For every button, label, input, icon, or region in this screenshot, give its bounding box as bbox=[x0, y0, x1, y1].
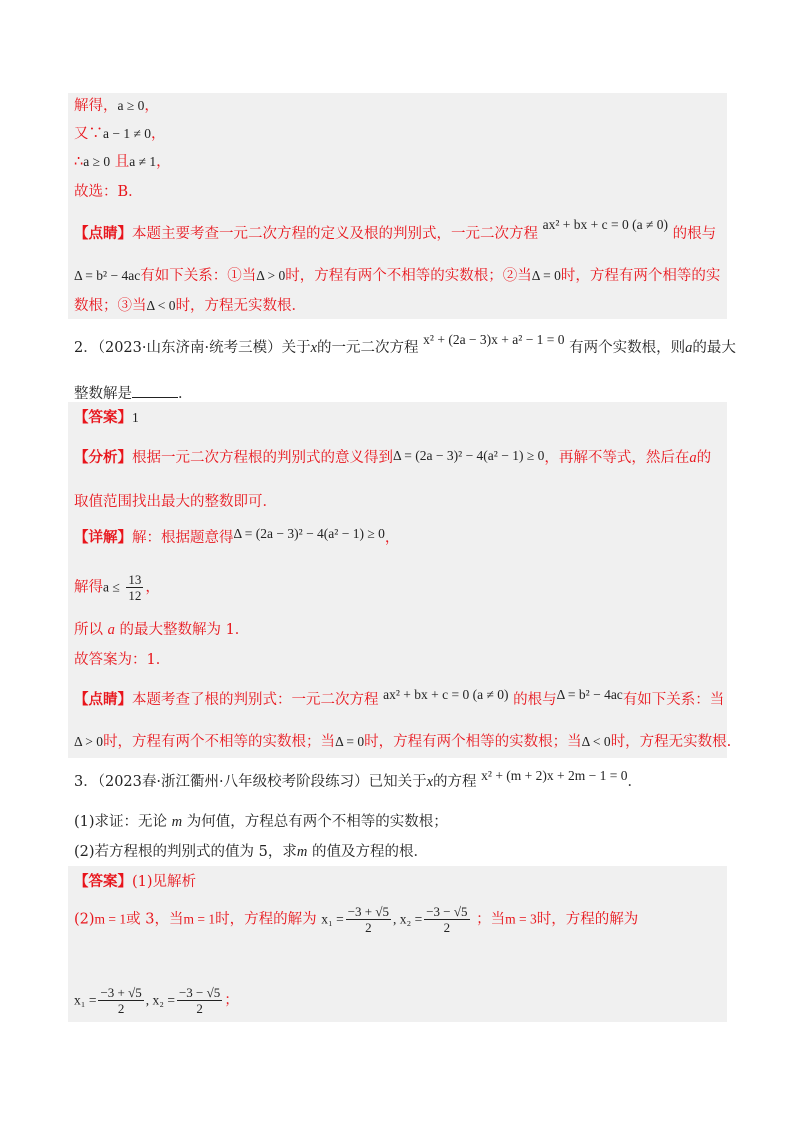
inequality: a − 1 ≠ 0 bbox=[103, 126, 152, 141]
text: (1)见解析 bbox=[132, 874, 197, 890]
text: ， bbox=[144, 98, 159, 114]
tag-label: 【答案】 bbox=[74, 409, 132, 426]
equation: m = 3 bbox=[505, 911, 537, 927]
denominator: 2 bbox=[117, 1001, 125, 1016]
equation: x² + (m + 2)x + 2m − 1 = 0 bbox=[481, 768, 628, 783]
text: ． bbox=[627, 774, 642, 790]
answer-3-line-1 bbox=[74, 872, 196, 892]
dianjing-2-line-2 bbox=[74, 732, 731, 752]
text: (1)求证：无论 bbox=[74, 814, 168, 830]
inequality: Δ > 0 bbox=[256, 268, 286, 283]
equation: ax² + bx + c = 0 (a ≠ 0) bbox=[383, 687, 509, 702]
numerator: −3 + √5 bbox=[100, 985, 142, 1000]
text: ，再解不等式，然后在 bbox=[544, 450, 690, 466]
root-x1-label: x₁ = bbox=[321, 911, 344, 927]
text: ， bbox=[156, 154, 171, 170]
text: 根据一元二次方程根的判别式的意义得到 bbox=[132, 450, 393, 466]
dianjing-2-line-1 bbox=[74, 687, 725, 710]
inequality: Δ < 0 bbox=[146, 298, 176, 313]
equation: Δ = b² − 4ac bbox=[74, 268, 141, 283]
text: 有如下关系：当 bbox=[622, 692, 725, 708]
final-answer-line bbox=[74, 650, 170, 670]
text: 时，方程有两个相等的实数根；当 bbox=[364, 734, 582, 750]
inequality: a ≥ 0 bbox=[117, 98, 145, 113]
equation: Δ = 0 bbox=[335, 734, 365, 749]
question-3-part-1 bbox=[74, 812, 448, 832]
answer-3-line-3 bbox=[74, 985, 239, 1016]
text: 又∵ bbox=[74, 126, 103, 142]
variable: m bbox=[296, 844, 308, 860]
tag-label: 【详解】 bbox=[74, 529, 132, 546]
tag-label: 【点睛】 bbox=[74, 225, 132, 242]
line-guxuan bbox=[74, 182, 143, 202]
numerator: 13 bbox=[128, 572, 142, 587]
text: ， bbox=[384, 530, 400, 546]
text: 时，方程的解为 bbox=[536, 911, 639, 928]
text: 时，方程有两个不相等的实数根；当 bbox=[103, 734, 336, 750]
inequality: a ≥ 0 bbox=[83, 154, 111, 169]
question-2-line-2 bbox=[74, 383, 193, 404]
root-x2-label: , x₂ = bbox=[393, 911, 423, 927]
text: 且 bbox=[114, 154, 130, 170]
numerator: −3 + √5 bbox=[347, 904, 390, 919]
question-3-part-2 bbox=[74, 842, 428, 862]
answer-3-line-2 bbox=[74, 904, 638, 935]
text: 或 3，当 bbox=[126, 911, 184, 928]
equation: Δ = (2a − 3)² − 4(a² − 1) ≥ 0 bbox=[233, 526, 385, 541]
question-3 bbox=[74, 768, 642, 792]
max-int-line bbox=[74, 620, 249, 640]
inequality: Δ > 0 bbox=[74, 734, 104, 749]
inequality: Δ < 0 bbox=[581, 734, 611, 749]
line-jiede bbox=[74, 96, 159, 116]
equation: ax² + bx + c = 0 (a ≠ 0) bbox=[542, 217, 668, 232]
text: 的一元二次方程 bbox=[317, 340, 419, 356]
detail-line bbox=[74, 528, 399, 548]
text: 为何值，方程总有两个不相等的实数根； bbox=[186, 814, 448, 830]
line-you bbox=[74, 124, 166, 144]
variable: m bbox=[171, 814, 183, 830]
denominator: 12 bbox=[128, 588, 142, 603]
answer-value: 1 bbox=[132, 410, 139, 425]
fraction bbox=[424, 904, 469, 935]
text: 故答案为：1． bbox=[74, 652, 171, 668]
text: 的最大 bbox=[692, 340, 736, 356]
tag-label: 【分析】 bbox=[74, 449, 132, 466]
variable: a bbox=[689, 450, 697, 466]
variable: x bbox=[310, 340, 318, 356]
line-dianjing-3 bbox=[74, 296, 306, 316]
inequality: a ≠ 1 bbox=[129, 154, 157, 169]
text: 的方程 bbox=[433, 774, 477, 790]
tag-label: 【答案】 bbox=[74, 873, 132, 890]
question-2 bbox=[74, 332, 736, 358]
variable: a bbox=[107, 622, 115, 638]
answer-line bbox=[74, 408, 139, 428]
text: 时，方程无实数根. bbox=[610, 734, 732, 750]
text: 解：根据题意得 bbox=[132, 530, 234, 546]
text: 取值范围找出最大的整数即可． bbox=[74, 494, 277, 510]
solve-line bbox=[74, 572, 160, 603]
inequality: a ≤ bbox=[103, 579, 120, 595]
equation: Δ = b² − 4ac bbox=[556, 687, 623, 702]
text: 解得， bbox=[74, 98, 118, 114]
text: 3．（2023春·浙江衢州·八年级校考阶段练习）已知关于 bbox=[74, 774, 427, 790]
root-x1-label: x₁ = bbox=[74, 992, 97, 1008]
denominator: 2 bbox=[443, 920, 451, 935]
equation: m = 1 bbox=[94, 911, 127, 927]
text: 解得 bbox=[74, 579, 103, 596]
text: 时，方程有两个相等的实 bbox=[560, 268, 721, 284]
equation: m = 1 bbox=[183, 911, 216, 927]
analysis-line-2 bbox=[74, 492, 277, 512]
text: ， bbox=[151, 126, 166, 142]
text: 的最大整数解为 1． bbox=[119, 622, 250, 638]
text: 的根与 bbox=[672, 226, 717, 242]
denominator: 2 bbox=[365, 920, 372, 935]
variable: x bbox=[426, 774, 434, 790]
text: 整数解是 bbox=[74, 386, 132, 402]
analysis-line-1 bbox=[74, 448, 711, 468]
text: 的值及方程的根． bbox=[311, 844, 428, 860]
text: 有如下关系：①当 bbox=[140, 268, 257, 284]
text: ． bbox=[178, 386, 193, 402]
numerator: −3 − √5 bbox=[426, 904, 468, 919]
variable: a bbox=[685, 340, 693, 356]
text: ；当 bbox=[476, 911, 506, 928]
denominator: 2 bbox=[196, 1001, 203, 1016]
answer-blank[interactable] bbox=[132, 383, 178, 398]
text: 时，方程的解为 bbox=[215, 911, 317, 928]
numerator: −3 − √5 bbox=[178, 985, 221, 1000]
text: 时，方程无实数根． bbox=[175, 298, 307, 314]
fraction bbox=[177, 985, 222, 1016]
text: 有两个实数根，则 bbox=[569, 340, 686, 356]
text: (2) bbox=[74, 911, 95, 928]
text: 的 bbox=[696, 450, 712, 466]
text: 本题考查了根的判别式：一元二次方程 bbox=[132, 692, 379, 708]
text: (2)若方程根的判别式的值为 5，求 bbox=[74, 844, 297, 860]
equation: x² + (2a − 3)x + a² − 1 = 0 bbox=[423, 332, 565, 347]
tag-label: 【点睛】 bbox=[74, 691, 132, 708]
text: 所以 bbox=[74, 622, 103, 638]
text: ∴ bbox=[74, 154, 84, 170]
equation: Δ = 0 bbox=[531, 268, 561, 283]
equation: Δ = (2a − 3)² − 4(a² − 1) ≥ 0 bbox=[393, 448, 545, 463]
text: ， bbox=[145, 579, 160, 596]
text: 2．（2023·山东济南·统考三模）关于 bbox=[74, 340, 311, 356]
text: 的根与 bbox=[513, 692, 557, 708]
line-dianjing-1 bbox=[74, 217, 717, 244]
text: 数根；③当 bbox=[74, 298, 147, 314]
text: 时，方程有两个不相等的实数根；②当 bbox=[285, 268, 532, 284]
text: 本题主要考查一元二次方程的定义及根的判别式，一元二次方程 bbox=[132, 226, 538, 242]
fraction bbox=[98, 985, 143, 1016]
line-therefore bbox=[74, 152, 171, 172]
line-dianjing-2 bbox=[74, 266, 720, 286]
text: ； bbox=[224, 992, 239, 1009]
root-x2-label: , x₂ = bbox=[145, 992, 175, 1008]
text: 故选：B． bbox=[74, 184, 143, 200]
fraction bbox=[346, 904, 391, 935]
fraction bbox=[126, 572, 143, 603]
